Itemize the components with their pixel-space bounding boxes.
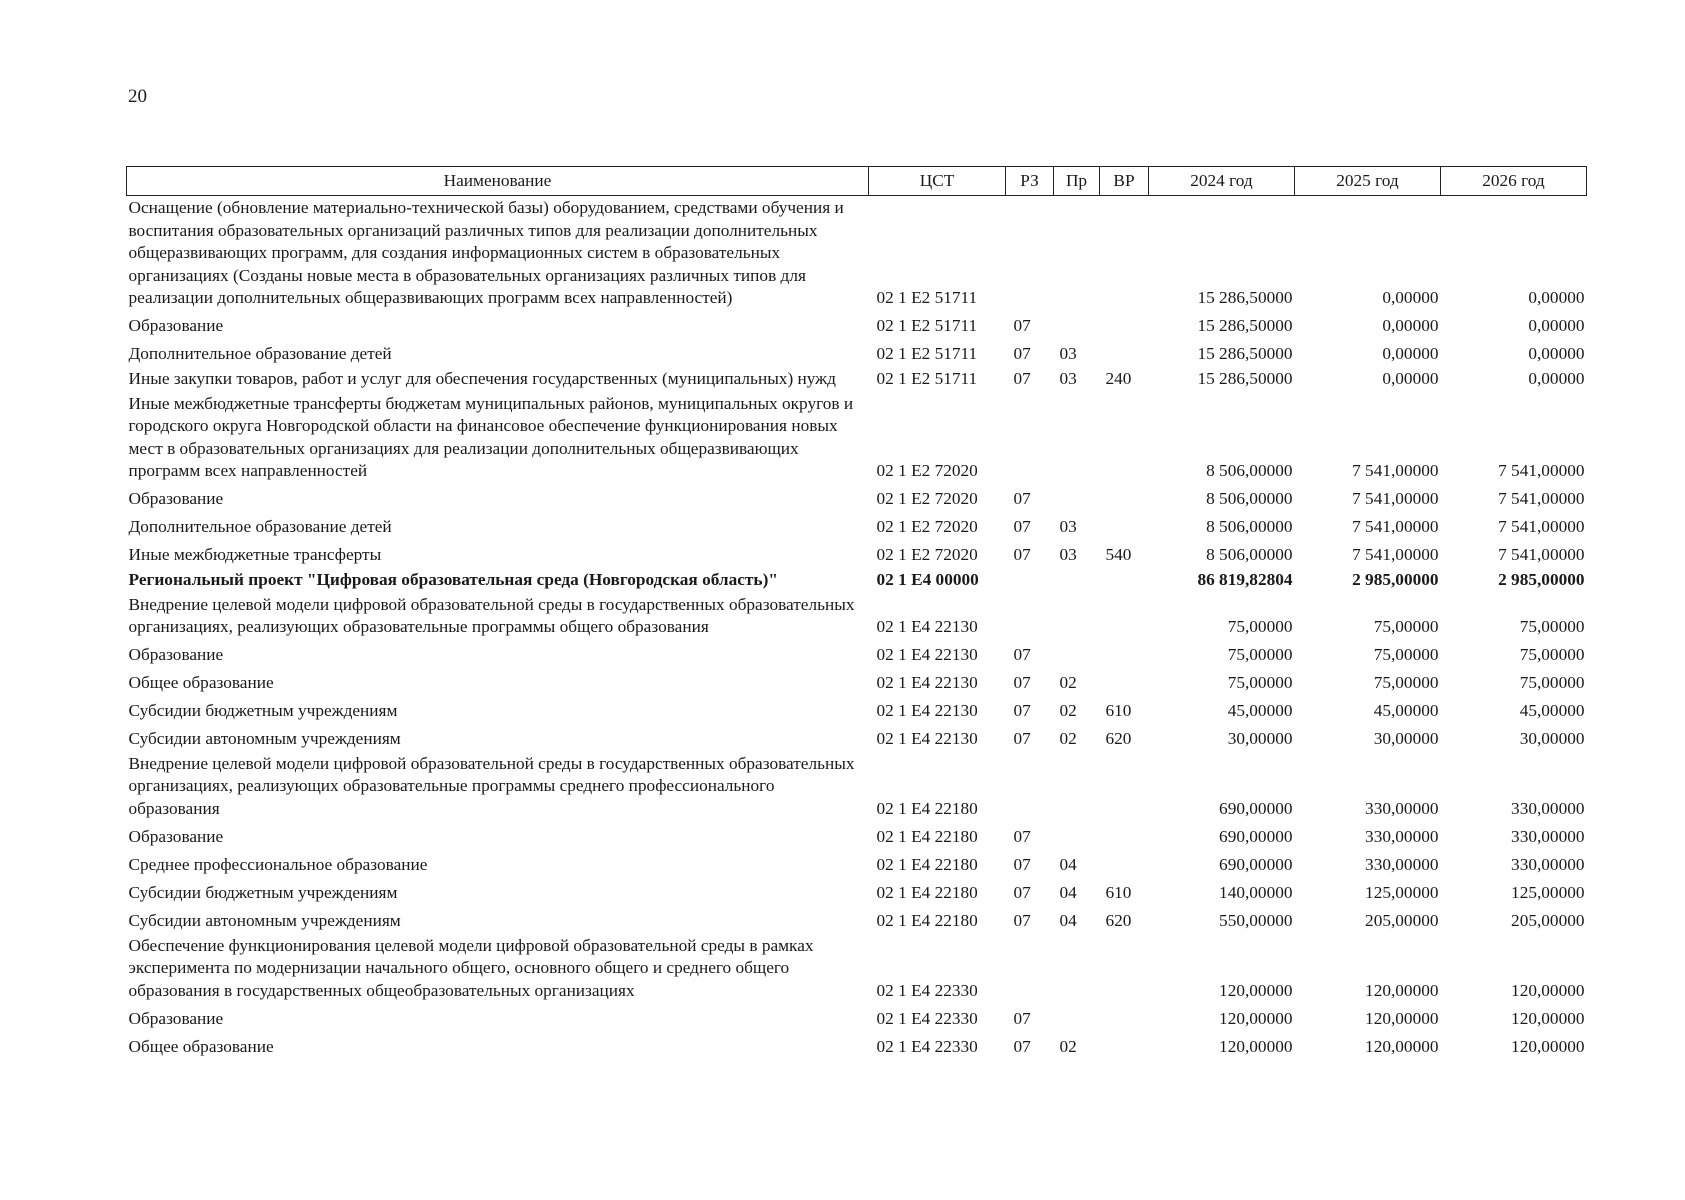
table-header bbox=[127, 167, 1587, 196]
cell-2026: 7 541,00000 bbox=[1498, 489, 1585, 509]
cell-name: Субсидии автономным учреждениям bbox=[128, 729, 401, 749]
table-row bbox=[127, 906, 1587, 934]
cell-vr bbox=[1100, 568, 1149, 593]
cell-2025: 75,00000 bbox=[1373, 617, 1439, 637]
cell-rz: 07 bbox=[1013, 1008, 1031, 1028]
cell-cst: 02 1 E2 51711 bbox=[876, 344, 978, 364]
cell-2026: 30,00000 bbox=[1519, 729, 1585, 749]
table-row bbox=[127, 367, 1587, 392]
cell-2024: 550,00000 bbox=[1219, 910, 1293, 930]
cell-name: Образование bbox=[128, 826, 224, 846]
cell-name: Иные межбюджетные трансферты бюджетам муниципальных районов, муниципальных округов и городского округа Новгородской области на финансовое обеспечение функционирования новых мест в образовательных организациях для реализации дополнительных общеразвивающих программ всех направленностей bbox=[128, 393, 854, 481]
cell-2026: 125,00000 bbox=[1511, 882, 1585, 902]
cell-2025: 0,00000 bbox=[1382, 316, 1439, 336]
cell-rz: 07 bbox=[1013, 517, 1031, 537]
cell-pr: 03 bbox=[1059, 368, 1077, 388]
cell-rz bbox=[1006, 593, 1054, 640]
cell-cst: 02 1 E2 72020 bbox=[876, 517, 978, 537]
cell-2026: 330,00000 bbox=[1511, 826, 1585, 846]
cell-name: Субсидии автономным учреждениям bbox=[128, 910, 401, 930]
table-row bbox=[127, 484, 1587, 512]
cell-cst: 02 1 E4 22180 bbox=[876, 798, 978, 818]
cell-2024: 15 286,50000 bbox=[1197, 288, 1293, 308]
header-vr: ВР bbox=[1100, 167, 1149, 196]
cell-vr: 620 bbox=[1105, 729, 1132, 749]
cell-pr bbox=[1054, 1003, 1100, 1031]
cell-2024: 15 286,50000 bbox=[1197, 316, 1293, 336]
cell-2026: 205,00000 bbox=[1511, 910, 1585, 930]
cell-2025: 0,00000 bbox=[1382, 344, 1439, 364]
cell-2026: 120,00000 bbox=[1511, 1036, 1585, 1056]
header-2025: 2025 год bbox=[1295, 167, 1441, 196]
cell-vr bbox=[1100, 512, 1149, 540]
cell-rz: 07 bbox=[1013, 489, 1031, 509]
cell-2026: 7 541,00000 bbox=[1498, 517, 1585, 537]
cell-pr bbox=[1054, 484, 1100, 512]
cell-name: Субсидии бюджетным учреждениям bbox=[128, 701, 398, 721]
table-row bbox=[127, 568, 1587, 593]
cell-vr: 610 bbox=[1105, 701, 1132, 721]
cell-cst: 02 1 E4 22180 bbox=[876, 882, 978, 902]
cell-2025: 45,00000 bbox=[1373, 701, 1439, 721]
cell-2024: 8 506,00000 bbox=[1206, 517, 1293, 537]
cell-rz bbox=[1006, 752, 1054, 822]
header-cst: ЦСТ bbox=[869, 167, 1006, 196]
cell-pr: 02 bbox=[1059, 701, 1077, 721]
table-row bbox=[127, 934, 1587, 1004]
cell-cst: 02 1 E2 51711 bbox=[876, 288, 978, 308]
cell-cst: 02 1 E4 22130 bbox=[876, 617, 978, 637]
cell-cst: 02 1 E4 00000 bbox=[876, 569, 979, 589]
table-row bbox=[127, 512, 1587, 540]
cell-name: Оснащение (обновление материально-технической базы) оборудованием, средствами обучения и воспитания образовательных организаций различных типов для реализации дополнительных общеразвивающих программ, для создания информационных систем в образовательных организациях (Созданы новые места в образовательных организациях различных типов для реализации дополнительных общеразвивающих программ всех направленностей) bbox=[128, 198, 844, 308]
cell-2026: 0,00000 bbox=[1528, 344, 1585, 364]
cell-2024: 15 286,50000 bbox=[1197, 368, 1293, 388]
cell-rz: 07 bbox=[1013, 882, 1031, 902]
header-name: Наименование bbox=[127, 167, 869, 196]
cell-rz: 07 bbox=[1013, 729, 1031, 749]
cell-2026: 120,00000 bbox=[1511, 1008, 1585, 1028]
cell-name: Среднее профессиональное образование bbox=[128, 854, 428, 874]
cell-2024: 140,00000 bbox=[1219, 882, 1293, 902]
cell-rz bbox=[1006, 196, 1054, 311]
cell-rz bbox=[1006, 934, 1054, 1004]
cell-pr: 02 bbox=[1059, 1036, 1077, 1056]
cell-2025: 120,00000 bbox=[1365, 1008, 1439, 1028]
cell-cst: 02 1 E2 72020 bbox=[876, 461, 978, 481]
cell-2026: 7 541,00000 bbox=[1498, 461, 1585, 481]
cell-2026: 0,00000 bbox=[1528, 316, 1585, 336]
cell-cst: 02 1 E4 22130 bbox=[876, 701, 978, 721]
cell-2024: 15 286,50000 bbox=[1197, 344, 1293, 364]
cell-rz: 07 bbox=[1013, 645, 1031, 665]
cell-name: Иные закупки товаров, работ и услуг для обеспечения государственных (муниципальных) нужд bbox=[128, 368, 836, 388]
cell-rz: 07 bbox=[1013, 1036, 1031, 1056]
cell-2026: 0,00000 bbox=[1528, 368, 1585, 388]
cell-vr bbox=[1100, 484, 1149, 512]
table-row bbox=[127, 339, 1587, 367]
cell-name: Образование bbox=[128, 489, 224, 509]
cell-rz bbox=[1006, 568, 1054, 593]
cell-pr: 02 bbox=[1059, 729, 1077, 749]
cell-vr bbox=[1100, 934, 1149, 1004]
table-row bbox=[127, 540, 1587, 568]
cell-cst: 02 1 E4 22180 bbox=[876, 910, 978, 930]
cell-name: Дополнительное образование детей bbox=[128, 344, 392, 364]
table-row bbox=[127, 668, 1587, 696]
cell-2026: 330,00000 bbox=[1511, 854, 1585, 874]
cell-rz: 07 bbox=[1013, 826, 1031, 846]
cell-2026: 0,00000 bbox=[1528, 288, 1585, 308]
cell-pr bbox=[1054, 934, 1100, 1004]
cell-2025: 0,00000 bbox=[1382, 368, 1439, 388]
table-row bbox=[127, 878, 1587, 906]
table-row bbox=[127, 196, 1587, 311]
cell-2026: 45,00000 bbox=[1519, 701, 1585, 721]
table-row bbox=[127, 850, 1587, 878]
cell-vr bbox=[1100, 392, 1149, 484]
cell-rz: 07 bbox=[1013, 368, 1031, 388]
cell-vr bbox=[1100, 668, 1149, 696]
table-row bbox=[127, 724, 1587, 752]
cell-cst: 02 1 E4 22180 bbox=[876, 854, 978, 874]
cell-vr bbox=[1100, 1031, 1149, 1059]
cell-2025: 7 541,00000 bbox=[1352, 517, 1439, 537]
cell-pr bbox=[1054, 392, 1100, 484]
cell-cst: 02 1 E2 51711 bbox=[876, 368, 978, 388]
cell-2026: 7 541,00000 bbox=[1498, 545, 1585, 565]
cell-rz bbox=[1006, 392, 1054, 484]
cell-pr bbox=[1054, 640, 1100, 668]
cell-pr: 03 bbox=[1059, 517, 1077, 537]
cell-2025: 120,00000 bbox=[1365, 1036, 1439, 1056]
cell-2024: 120,00000 bbox=[1219, 1036, 1293, 1056]
cell-2025: 120,00000 bbox=[1365, 980, 1439, 1000]
table-row bbox=[127, 392, 1587, 484]
header-pr: Пр bbox=[1054, 167, 1100, 196]
cell-2026: 75,00000 bbox=[1519, 645, 1585, 665]
cell-name: Иные межбюджетные трансферты bbox=[128, 545, 382, 565]
cell-pr: 02 bbox=[1059, 673, 1077, 693]
cell-2025: 125,00000 bbox=[1365, 882, 1439, 902]
cell-2024: 690,00000 bbox=[1219, 798, 1293, 818]
table-row bbox=[127, 696, 1587, 724]
header-rz: РЗ bbox=[1006, 167, 1054, 196]
cell-name: Образование bbox=[128, 645, 224, 665]
cell-cst: 02 1 E4 22130 bbox=[876, 645, 978, 665]
cell-rz: 07 bbox=[1013, 545, 1031, 565]
cell-2024: 75,00000 bbox=[1227, 617, 1293, 637]
cell-vr: 620 bbox=[1105, 910, 1132, 930]
cell-vr bbox=[1100, 850, 1149, 878]
cell-vr: 610 bbox=[1105, 882, 1132, 902]
cell-pr bbox=[1054, 752, 1100, 822]
table-row bbox=[127, 1003, 1587, 1031]
cell-2024: 120,00000 bbox=[1219, 1008, 1293, 1028]
header-2024: 2024 год bbox=[1149, 167, 1295, 196]
cell-2026: 2 985,00000 bbox=[1498, 569, 1585, 589]
cell-2025: 330,00000 bbox=[1365, 798, 1439, 818]
cell-pr bbox=[1054, 311, 1100, 339]
cell-cst: 02 1 E4 22330 bbox=[876, 1008, 978, 1028]
cell-2025: 30,00000 bbox=[1373, 729, 1439, 749]
cell-rz: 07 bbox=[1013, 673, 1031, 693]
cell-vr: 540 bbox=[1105, 545, 1132, 565]
cell-vr bbox=[1100, 822, 1149, 850]
cell-2025: 75,00000 bbox=[1373, 645, 1439, 665]
cell-2025: 330,00000 bbox=[1365, 826, 1439, 846]
budget-table bbox=[126, 166, 1587, 1059]
cell-2024: 8 506,00000 bbox=[1206, 489, 1293, 509]
cell-2024: 120,00000 bbox=[1219, 980, 1293, 1000]
cell-vr: 240 bbox=[1105, 368, 1132, 388]
cell-pr bbox=[1054, 196, 1100, 311]
cell-name: Внедрение целевой модели цифровой образовательной среды в государственных образовательных организациях, реализующих образовательные программы среднего профессионального образования bbox=[128, 753, 855, 818]
cell-cst: 02 1 E2 72020 bbox=[876, 545, 978, 565]
cell-cst: 02 1 E4 22330 bbox=[876, 980, 978, 1000]
cell-name: Образование bbox=[128, 1008, 224, 1028]
cell-2025: 330,00000 bbox=[1365, 854, 1439, 874]
cell-cst: 02 1 E4 22180 bbox=[876, 826, 978, 846]
cell-2024: 690,00000 bbox=[1219, 854, 1293, 874]
cell-name: Общее образование bbox=[128, 673, 274, 693]
cell-pr: 03 bbox=[1059, 545, 1077, 565]
cell-2025: 7 541,00000 bbox=[1352, 545, 1439, 565]
cell-rz: 07 bbox=[1013, 910, 1031, 930]
cell-vr bbox=[1100, 752, 1149, 822]
cell-pr bbox=[1054, 568, 1100, 593]
cell-vr bbox=[1100, 593, 1149, 640]
cell-2025: 205,00000 bbox=[1365, 910, 1439, 930]
cell-2025: 0,00000 bbox=[1382, 288, 1439, 308]
cell-2025: 2 985,00000 bbox=[1352, 569, 1439, 589]
cell-2026: 120,00000 bbox=[1511, 980, 1585, 1000]
cell-name: Внедрение целевой модели цифровой образовательной среды в государственных образовательных организациях, реализующих образовательные программы общего образования bbox=[128, 594, 855, 637]
cell-pr bbox=[1054, 593, 1100, 640]
cell-2024: 690,00000 bbox=[1219, 826, 1293, 846]
cell-vr bbox=[1100, 640, 1149, 668]
cell-2024: 75,00000 bbox=[1227, 645, 1293, 665]
table-row bbox=[127, 1031, 1587, 1059]
table-row bbox=[127, 311, 1587, 339]
cell-pr: 04 bbox=[1059, 910, 1077, 930]
cell-name: Региональный проект "Цифровая образовательная среда (Новгородская область)" bbox=[128, 569, 778, 589]
cell-pr: 04 bbox=[1059, 882, 1077, 902]
cell-pr: 04 bbox=[1059, 854, 1077, 874]
cell-rz: 07 bbox=[1013, 854, 1031, 874]
cell-2024: 45,00000 bbox=[1227, 701, 1293, 721]
cell-rz: 07 bbox=[1013, 701, 1031, 721]
cell-vr bbox=[1100, 339, 1149, 367]
cell-2024: 30,00000 bbox=[1227, 729, 1293, 749]
cell-vr bbox=[1100, 1003, 1149, 1031]
cell-name: Образование bbox=[128, 316, 224, 336]
table-row bbox=[127, 752, 1587, 822]
cell-2025: 7 541,00000 bbox=[1352, 489, 1439, 509]
cell-2024: 8 506,00000 bbox=[1206, 545, 1293, 565]
header-2026: 2026 год bbox=[1441, 167, 1587, 196]
cell-pr: 03 bbox=[1059, 344, 1077, 364]
cell-rz: 07 bbox=[1013, 344, 1031, 364]
cell-vr bbox=[1100, 196, 1149, 311]
cell-2025: 75,00000 bbox=[1373, 673, 1439, 693]
cell-cst: 02 1 E4 22130 bbox=[876, 673, 978, 693]
cell-2024: 75,00000 bbox=[1227, 673, 1293, 693]
cell-name: Субсидии бюджетным учреждениям bbox=[128, 882, 398, 902]
cell-2026: 75,00000 bbox=[1519, 617, 1585, 637]
cell-name: Обеспечение функционирования целевой модели цифровой образовательной среды в рамках эксперимента по модернизации начального общего, основного общего и среднего общего образования в государственных общеобразовательных организациях bbox=[128, 935, 814, 1000]
cell-cst: 02 1 E2 72020 bbox=[876, 489, 978, 509]
cell-cst: 02 1 E4 22130 bbox=[876, 729, 978, 749]
cell-2026: 330,00000 bbox=[1511, 798, 1585, 818]
cell-cst: 02 1 E4 22330 bbox=[876, 1036, 978, 1056]
table-row bbox=[127, 822, 1587, 850]
table-row bbox=[127, 640, 1587, 668]
cell-name: Общее образование bbox=[128, 1036, 274, 1056]
table-row bbox=[127, 593, 1587, 640]
cell-2024: 86 819,82804 bbox=[1197, 569, 1293, 589]
cell-2024: 8 506,00000 bbox=[1206, 461, 1293, 481]
cell-rz: 07 bbox=[1013, 316, 1031, 336]
cell-vr bbox=[1100, 311, 1149, 339]
table-body bbox=[127, 196, 1587, 1060]
cell-2026: 75,00000 bbox=[1519, 673, 1585, 693]
cell-pr bbox=[1054, 822, 1100, 850]
cell-2025: 7 541,00000 bbox=[1352, 461, 1439, 481]
cell-cst: 02 1 E2 51711 bbox=[876, 316, 978, 336]
cell-name: Дополнительное образование детей bbox=[128, 517, 392, 537]
page-number: 20 bbox=[128, 86, 147, 107]
